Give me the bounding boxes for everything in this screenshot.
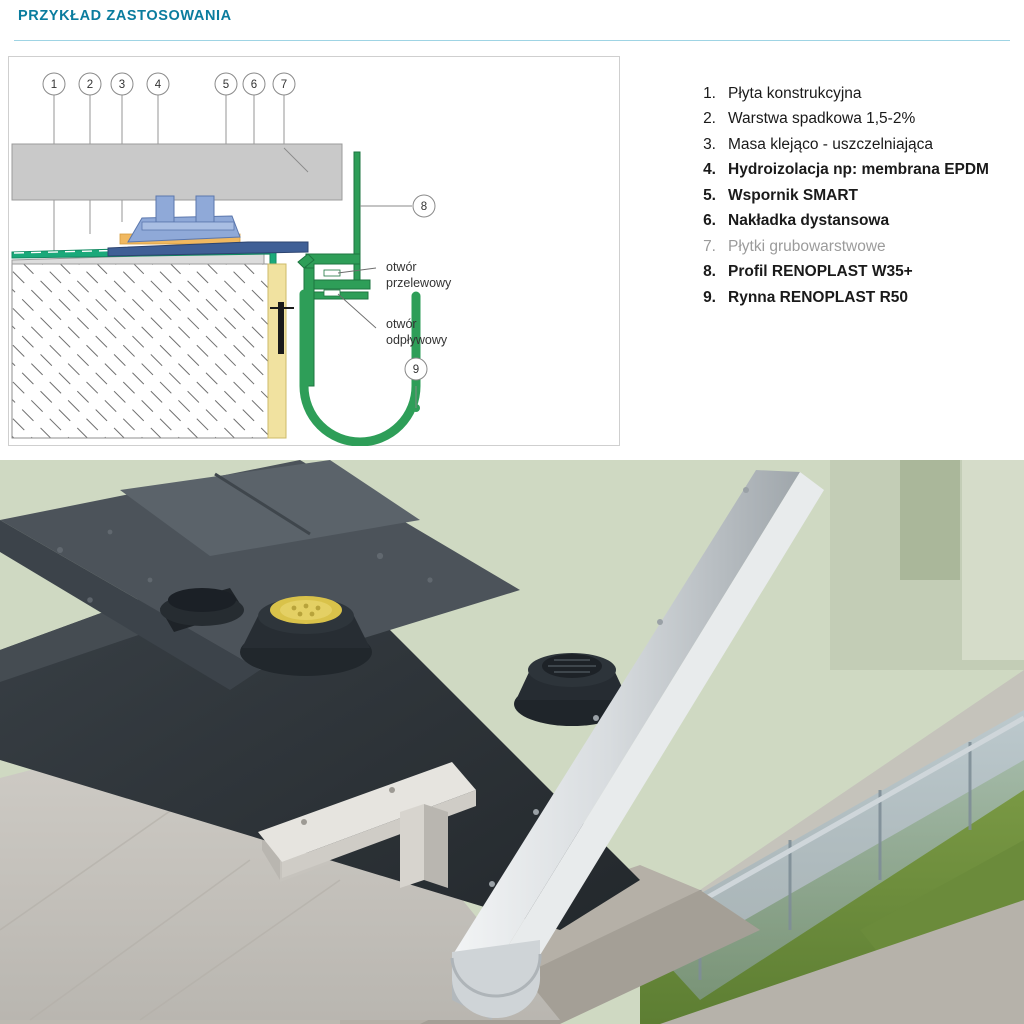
- legend-number: 2.: [703, 110, 716, 128]
- legend-number: 5.: [703, 186, 716, 204]
- list-item: [690, 109, 1010, 129]
- legend-label: Płyta konstrukcyjna: [728, 85, 862, 102]
- list-item: [690, 160, 1010, 180]
- legend-number: 6.: [703, 212, 716, 230]
- list-item: [690, 262, 1010, 282]
- legend-number: 9.: [703, 288, 716, 306]
- annotation-drain-opening-line1: otwór: [386, 317, 417, 331]
- legend-number: 8.: [703, 263, 716, 281]
- svg-text:5: 5: [222, 79, 230, 91]
- annotation-overflow-opening-line1: otwór: [386, 260, 417, 274]
- page-header: [0, 0, 1024, 46]
- technical-cross-section-drawing: [8, 56, 620, 446]
- legend-label: Warstwa spadkowa 1,5-2%: [728, 110, 916, 128]
- header-divider: [14, 40, 1010, 41]
- list-item: [690, 288, 1010, 308]
- legend-number: 1.: [703, 85, 716, 102]
- list-item: [690, 237, 1010, 257]
- list-item: [690, 84, 1010, 104]
- legend-list: [690, 84, 1010, 313]
- installation-photograph: [0, 460, 1024, 1024]
- annotation-drain-opening-line2: odpływowy: [386, 333, 448, 347]
- legend-label: Hydroizolacja np: membrana EPDM: [728, 161, 989, 179]
- svg-text:3: 3: [118, 79, 126, 91]
- legend-label: Płytki grubowarstwowe: [728, 237, 886, 255]
- legend-label: Rynna RENOPLAST R50: [728, 288, 909, 306]
- page-title: PRZYKŁAD ZASTOSOWANIA: [18, 8, 232, 24]
- svg-text:2: 2: [86, 79, 94, 91]
- svg-text:9: 9: [412, 364, 420, 376]
- svg-text:1: 1: [50, 79, 58, 91]
- svg-text:8: 8: [420, 201, 428, 213]
- annotation-overflow-opening-line2: przelewowy: [386, 276, 452, 290]
- legend-label: Masa klejąco - uszczelniająca: [728, 135, 934, 153]
- legend-number: 4.: [703, 161, 716, 179]
- svg-text:6: 6: [250, 79, 258, 91]
- legend-number: 3.: [703, 135, 716, 153]
- svg-text:4: 4: [154, 79, 162, 91]
- legend-number: 7.: [703, 237, 716, 255]
- legend-label: Wspornik SMART: [728, 186, 859, 204]
- legend-label: Profil RENOPLAST W35+: [728, 263, 913, 281]
- svg-text:7: 7: [280, 79, 288, 91]
- list-item: [690, 186, 1010, 206]
- list-item: [690, 135, 1010, 155]
- upper-section: [0, 46, 1024, 456]
- legend-label: Nakładka dystansowa: [728, 212, 890, 230]
- list-item: [690, 211, 1010, 231]
